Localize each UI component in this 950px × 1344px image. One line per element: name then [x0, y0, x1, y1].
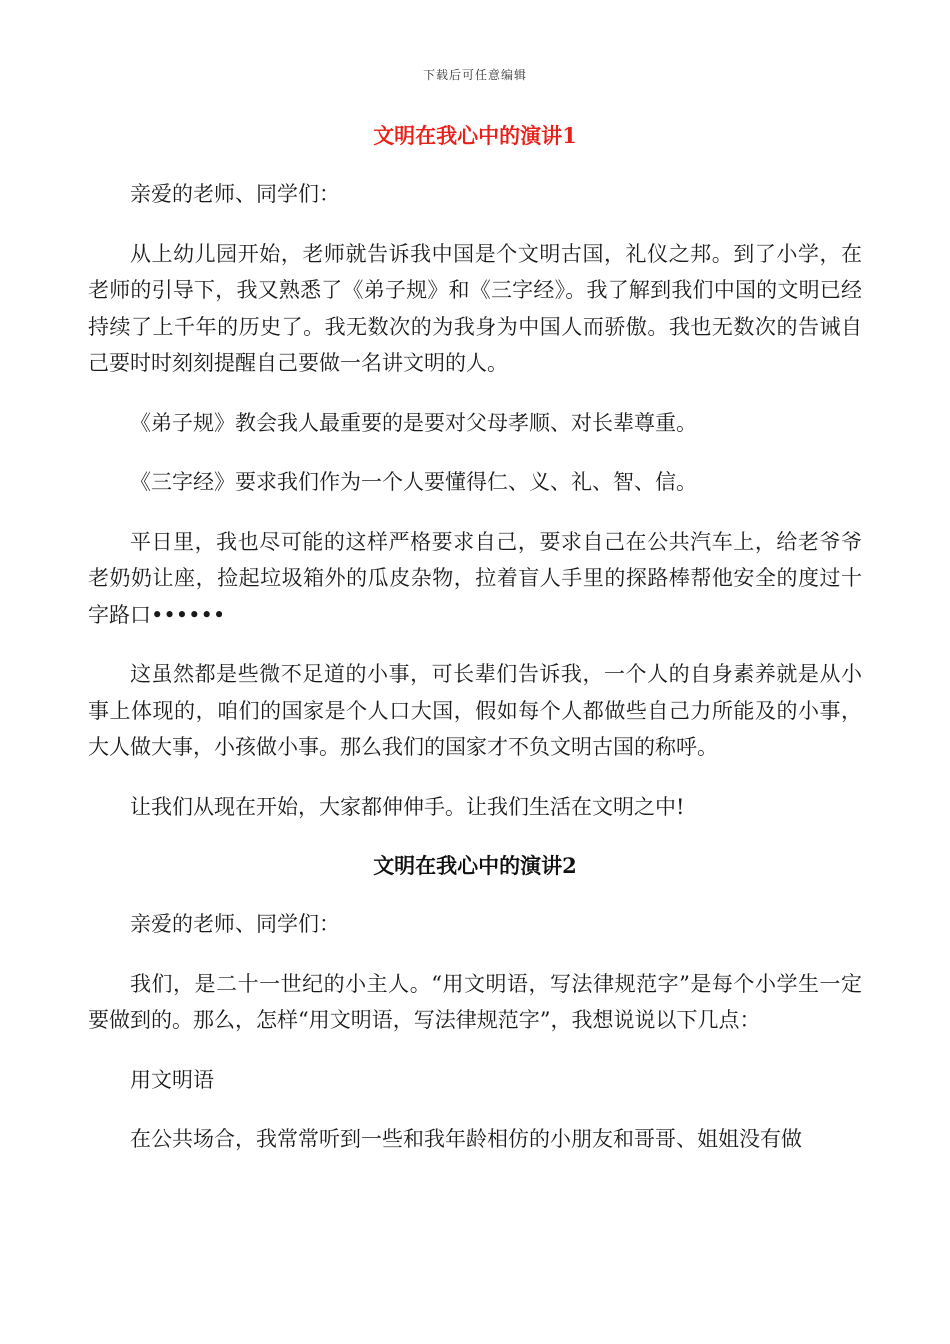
- section2-paragraph: 在公共场合，我常常听到一些和我年龄相仿的小朋友和哥哥、姐姐没有做: [130, 1127, 802, 1151]
- section1-paragraph: 平日里，我也尽可能的这样严格要求自己，要求自己在公共汽车上，给老爷爷老奶奶让座，捡起垃圾箱外的瓜皮杂物，拉着盲人手里的探路棒帮他安全的度过十字路口••••••: [88, 529, 862, 627]
- section1-paragraph: 亲爱的老师、同学们：: [130, 182, 340, 206]
- section2-paragraph: 亲爱的老师、同学们：: [130, 912, 340, 936]
- section1-paragraph: 让我们从现在开始，大家都伸伸手。让我们生活在文明之中!: [130, 794, 685, 819]
- section1-title: 文明在我心中的演讲1: [373, 123, 577, 148]
- section1-paragraph: 《三字经》要求我们作为一个人要懂得仁、义、礼、智、信。: [130, 470, 697, 494]
- section2-subheading: 用文明语: [130, 1067, 214, 1092]
- section1-paragraph: 这虽然都是些微不足道的小事，可长辈们告诉我，一个人的自身素养就是从小事上体现的，咱们的国家是个人口大国，假如每个人都做些自己力所能及的小事，大人做大事，小孩做小事。那么我们的国家才不负文明古国的称呼。: [88, 662, 862, 759]
- section1-paragraph: 《弟子规》教会我人最重要的是要对父母孝顺、对长辈尊重。: [130, 410, 697, 435]
- page-header: 下载后可任意编辑: [422, 68, 527, 82]
- document-body: [88, 118, 862, 1181]
- section2-title: 文明在我心中的演讲2: [373, 853, 577, 878]
- section2-paragraph: 我们，是二十一世纪的小主人。“用文明语，写法律规范字”是每个小学生一定要做到的。那么，怎样“用文明语，写法律规范字”，我想说说以下几点：: [88, 971, 862, 1032]
- section1-paragraph: 从上幼儿园开始，老师就告诉我中国是个文明古国，礼仪之邦。到了小学，在老师的引导下，我又熟悉了《弟子规》和《三字经》。我了解到我们中国的文明已经持续了上千年的历史了。我无数次的为我身为中国人而骄傲。我也无数次的告诫自己要时时刻刻提醒自己要做一名讲文明的人。: [88, 241, 862, 375]
